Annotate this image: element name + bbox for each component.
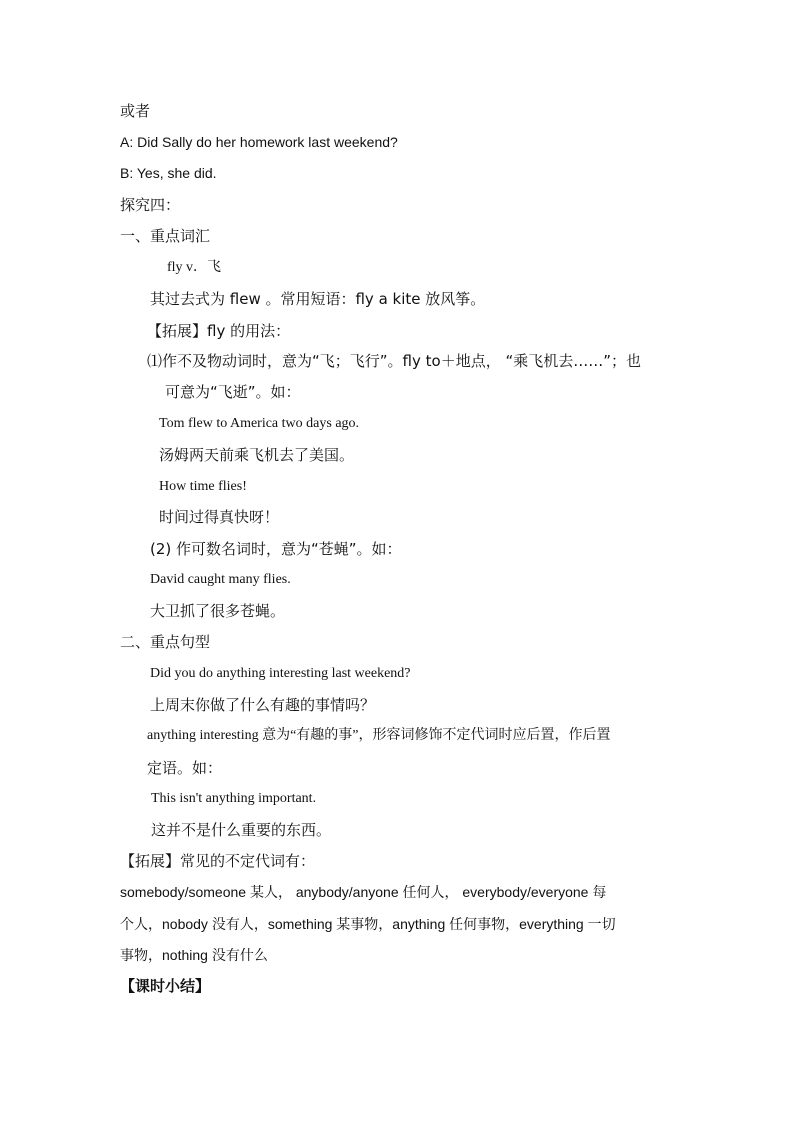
subsection-heading: 一、重点词汇 [120,227,211,245]
dialogue-answer: B: Yes, she did. [120,165,217,181]
example-sentence: How time flies! [159,479,247,494]
text-line: 事物，nothing 没有什么 [120,947,268,963]
example-translation: 这并不是什么重要的东西。 [151,821,332,839]
expansion-label: 【拓展】fly 的用法： [147,322,291,340]
example-translation: 汤姆两天前乘飞机去了美国。 [159,446,355,464]
example-sentence: This isn't anything important. [151,791,317,806]
text-line: (2) 作可数名词时，意为“苍蝇”。如： [150,540,402,558]
lesson-summary-heading: 【课时小结】 [120,977,211,995]
text-line: 其过去式为 flew 。常用短语：fly a kite 放风筝。 [150,290,486,308]
text-line: ⑴作不及物动词时，意为“飞；飞行”。fly to＋地点， “乘飞机去……”；也 [147,352,642,370]
key-sentence: Did you do anything interesting last weekend? [150,666,411,681]
expansion-label: 【拓展】常见的不定代词有： [120,852,316,870]
example-sentence: Tom flew to America two days ago. [159,416,360,431]
section-heading: 探究四： [120,196,181,214]
example-translation: 大卫抓了很多苍蝇。 [150,602,286,620]
vocab-entry: fly v．飞 [167,260,222,275]
subsection-heading: 二、重点句型 [120,633,211,651]
example-sentence: David caught many flies. [150,572,291,587]
text-line: 可意为“飞逝”。如： [165,383,301,401]
text-line: 定语。如： [147,759,223,777]
text-line: somebody/someone 某人， anybody/anyone 任何人， everybody/everyone 每 [120,884,607,900]
example-translation: 时间过得真快呀！ [159,508,280,526]
text-line: 个人，nobody 没有人，something 某事物，anything 任何事物，everything 一切 [120,916,616,932]
key-sentence-translation: 上周末你做了什么有趣的事情吗？ [150,696,376,714]
text-line: anything interesting 意为“有趣的事”，形容词修饰不定代词时应后置，作后置 [147,728,611,743]
dialogue-question: A: Did Sally do her homework last weekend? [120,134,398,150]
text-line: 或者 [120,102,151,120]
